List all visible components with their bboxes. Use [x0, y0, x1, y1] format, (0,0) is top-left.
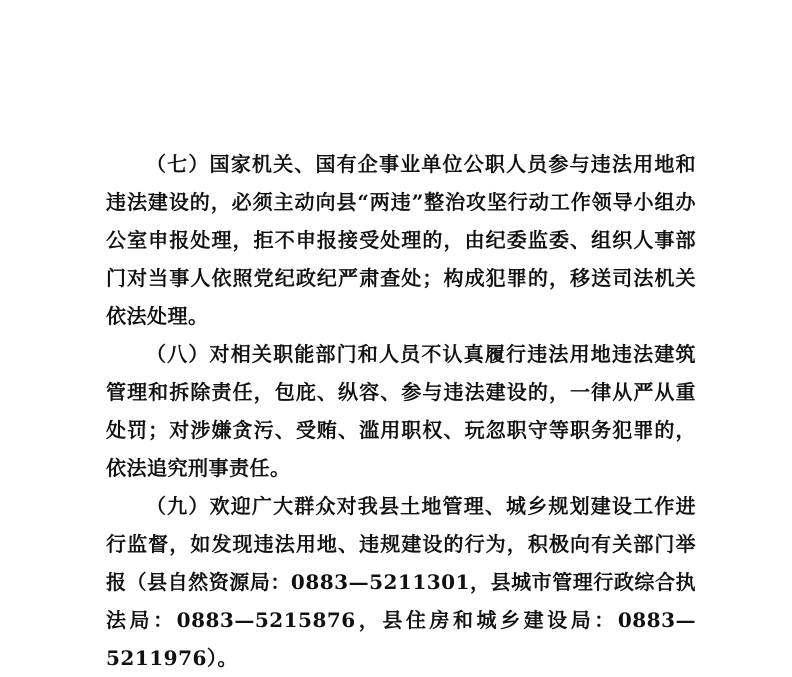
paragraph-eight: （八）对相关职能部门和人员不认真履行违法用地违法建筑管理和拆除责任，包庇、纵容、参与违法建设的，一律从严从重处罚；对涉嫌贪污、受贿、滥用职权、玩忽职守等职务犯罪的，依法追究刑事责任。 — [106, 342, 696, 480]
paragraph-nine: （九）欢迎广大群众对我县土地管理、城乡规划建设工作进行监督，如发现违法用地、违规建设的行为，积极向有关部门举报（县自然资源局：0883—5211301，县城市管理行政综合执法局：0883—5215876，县住房和城乡建设局：0883—5211976）。 — [106, 494, 696, 670]
paragraph-seven: （七）国家机关、国有企事业单位公职人员参与违法用地和违法建设的，必须主动向县“两违”整治攻坚行动工作领导小组办公室申报处理，拒不申报接受处理的，由纪委监委、组织人事部门对当事人依照党纪政纪严肃查处；构成犯罪的，移送司法机关依法处理。 — [106, 152, 696, 328]
document-body — [106, 145, 696, 677]
